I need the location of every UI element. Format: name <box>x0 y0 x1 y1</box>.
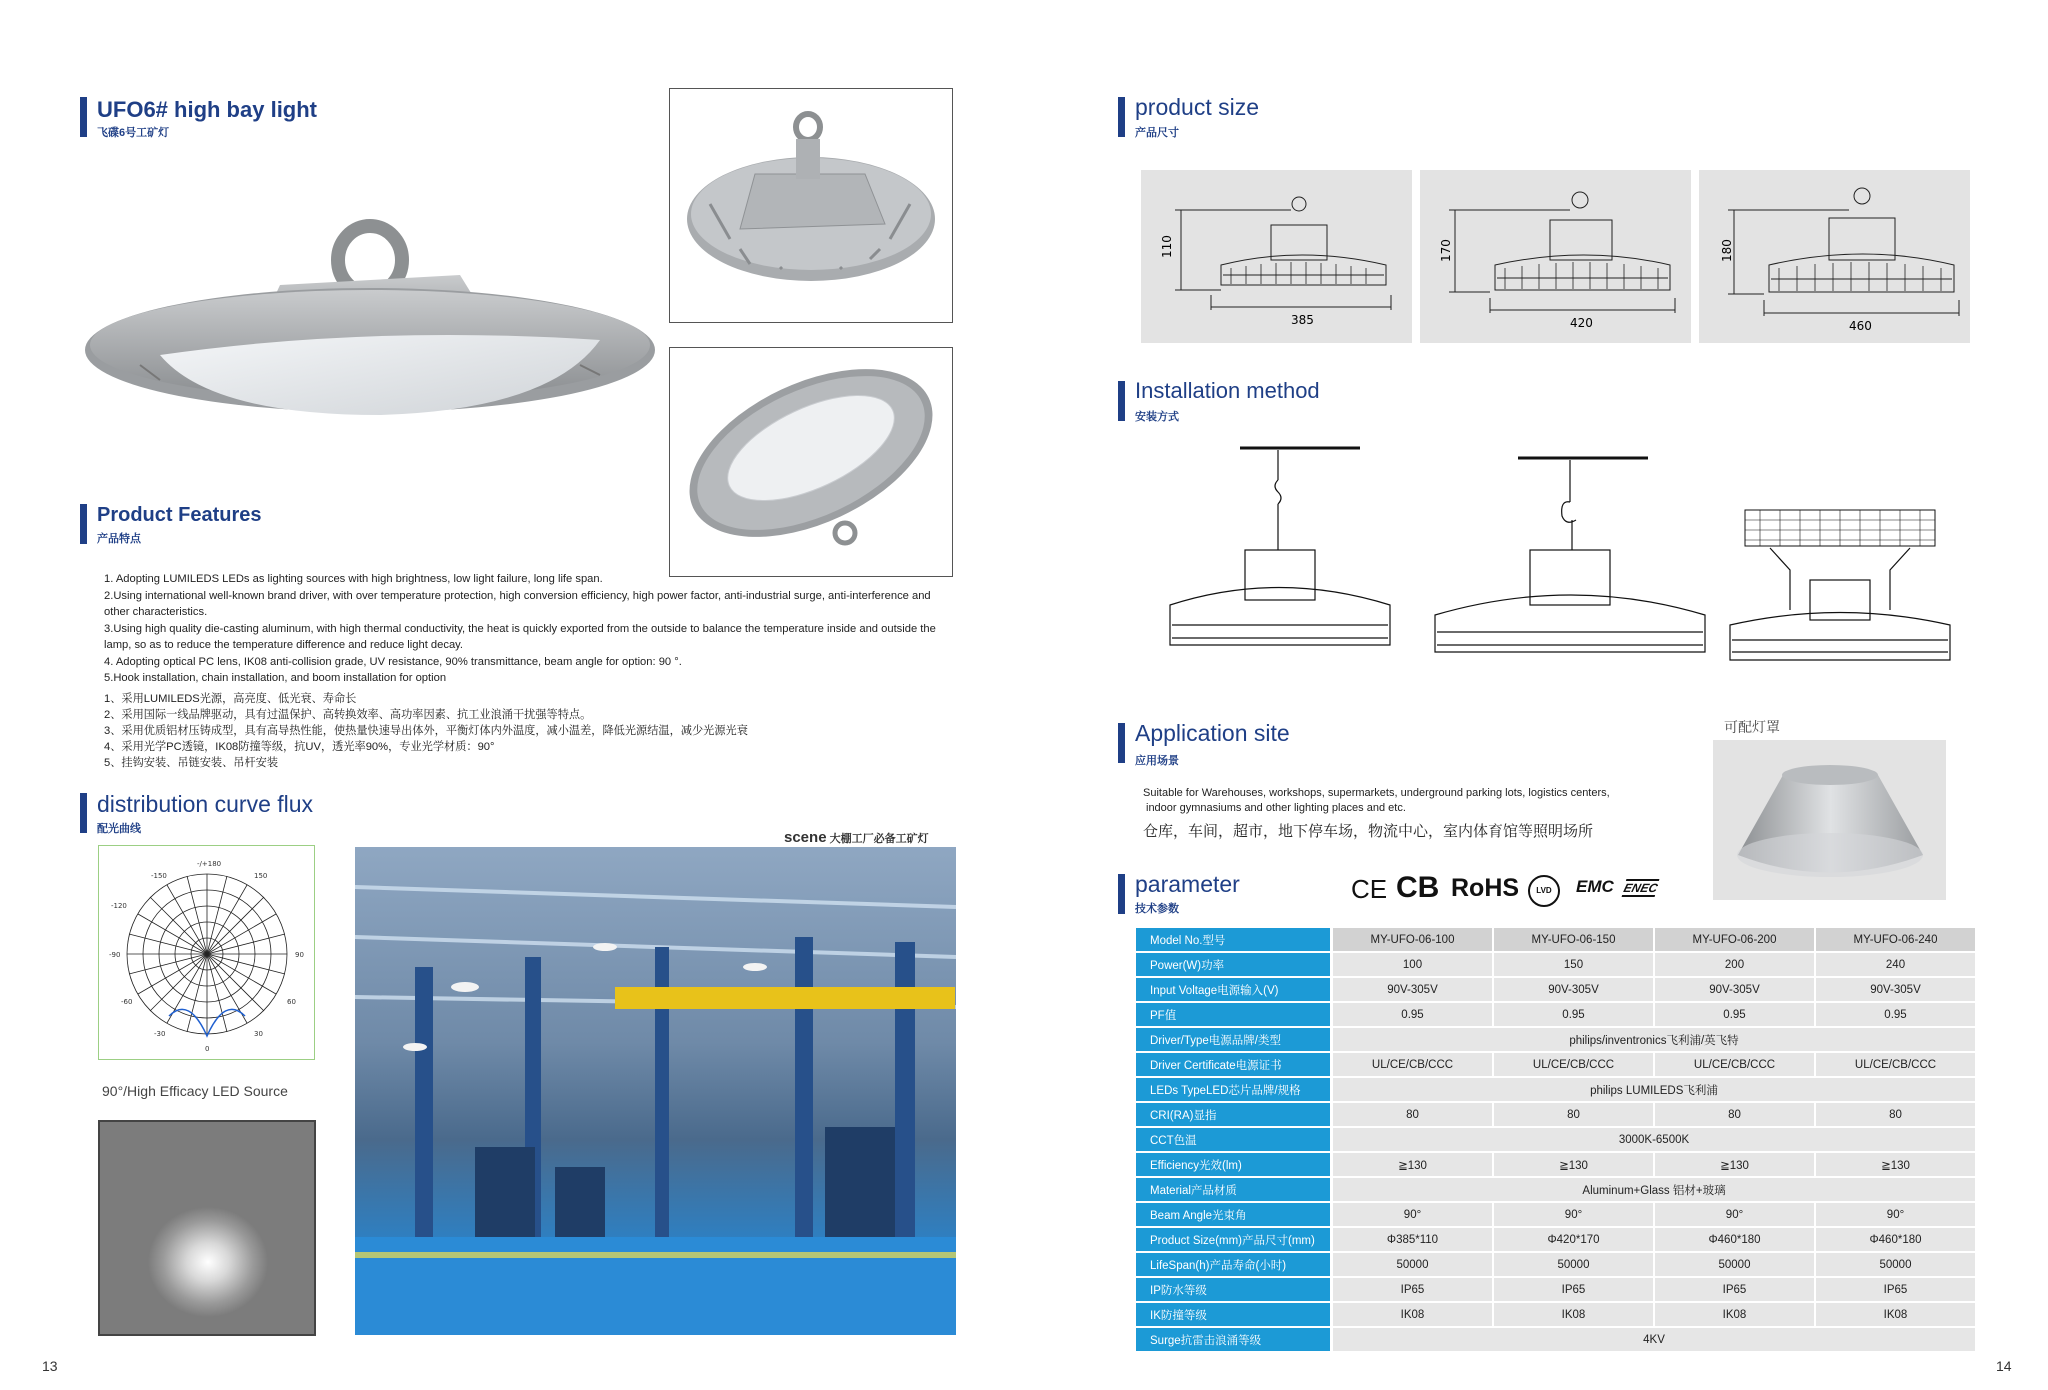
row-span-value: philips LUMILEDS飞利浦 <box>1333 1078 1977 1103</box>
row-label: LifeSpan(h)产品寿命(小时) <box>1136 1253 1333 1278</box>
row-value: IK08 <box>1655 1303 1816 1328</box>
feature-en-line: lamp, so as to reduce the temperature difference and reduce light decay. <box>104 639 464 651</box>
table-row <box>1136 1128 1977 1153</box>
polar-label-r: 90 <box>295 951 304 959</box>
size-1-width: 385 <box>1291 313 1314 327</box>
distribution-accent-bar <box>80 793 87 833</box>
table-row <box>1136 1328 1977 1353</box>
polar-diagram-frame <box>98 845 315 1060</box>
row-label: CRI(RA)显指 <box>1136 1103 1333 1128</box>
installation-diagrams <box>1160 440 1990 675</box>
row-value: 200 <box>1655 953 1816 978</box>
row-value: 0.95 <box>1333 1003 1494 1028</box>
product-title-cn: 飞碟6号工矿灯 <box>97 127 170 139</box>
size-drawing-2 <box>1420 170 1691 343</box>
rohs-mark: RoHS <box>1451 874 1520 902</box>
size-2-height: 170 <box>1439 239 1453 262</box>
feature-en-line: other characteristics. <box>104 606 208 618</box>
row-label: IK防撞等级 <box>1136 1303 1333 1328</box>
row-value: 100 <box>1333 953 1494 978</box>
size-2-width: 420 <box>1570 316 1593 330</box>
factory-scene-photo <box>355 847 956 1335</box>
table-row <box>1136 1053 1977 1078</box>
row-value: IK08 <box>1494 1303 1655 1328</box>
table-row <box>1136 1003 1977 1028</box>
polar-label-br: 30 <box>254 1030 263 1038</box>
table-header-row <box>1136 928 1977 953</box>
row-label: LEDs TypeLED芯片品牌/规格 <box>1136 1078 1333 1103</box>
polar-label-bl: -30 <box>154 1030 166 1038</box>
table-row <box>1136 953 1977 978</box>
row-value: 80 <box>1816 1103 1977 1128</box>
enec-mark: ENEC <box>1622 881 1660 895</box>
lvd-mark: LVD <box>1528 875 1560 907</box>
feature-cn-line: 5、挂钩安装、吊链安装、吊杆安装 <box>104 757 279 769</box>
right-page-number: 14 <box>1996 1358 2012 1374</box>
product-view-top-frame <box>669 88 953 323</box>
scene-label-cn: 大棚工厂必备工矿灯 <box>829 833 929 845</box>
distribution-title: distribution curve flux <box>97 791 314 817</box>
table-row <box>1136 1078 1977 1103</box>
row-label: Power(W)功率 <box>1136 953 1333 978</box>
table-row <box>1136 1028 1977 1053</box>
title-accent-bar <box>80 97 87 137</box>
features-cn-list <box>104 691 748 771</box>
row-value: 90° <box>1333 1203 1494 1228</box>
model-cell: MY-UFO-06-240 <box>1816 928 1977 953</box>
polar-label-ll: -60 <box>121 998 133 1006</box>
row-label: CCT色温 <box>1136 1128 1333 1153</box>
reflector-panel <box>1713 740 1946 900</box>
feature-cn-line: 1、采用LUMILEDS光源，高亮度、低光衰、寿命长 <box>104 693 357 705</box>
factory-scene-illustration <box>355 847 956 1335</box>
row-label: Beam Angle光束角 <box>1136 1203 1333 1228</box>
size-3-height: 180 <box>1720 239 1734 262</box>
application-accent-bar <box>1118 723 1125 763</box>
application-en-line-1: Suitable for Warehouses, workshops, supermarkets, underground parking lots, logistics centers, <box>1143 787 1610 799</box>
row-value: 50000 <box>1494 1253 1655 1278</box>
row-label: Material产品材质 <box>1136 1178 1333 1203</box>
size-accent-bar <box>1118 97 1125 137</box>
row-value: 50000 <box>1655 1253 1816 1278</box>
polar-label-ul: -120 <box>111 902 127 910</box>
table-row <box>1136 1228 1977 1253</box>
row-label: Efficiency光效(lm) <box>1136 1153 1333 1178</box>
led-source-label: 90°/High Efficacy LED Source <box>102 1083 288 1099</box>
size-drawing-3 <box>1699 170 1970 343</box>
row-value: 0.95 <box>1816 1003 1977 1028</box>
row-label: PF值 <box>1136 1003 1333 1028</box>
row-value: IK08 <box>1816 1303 1977 1328</box>
application-title-cn: 应用场景 <box>1135 755 1179 767</box>
reflector-image <box>1713 740 1946 900</box>
features-title-cn: 产品特点 <box>97 533 141 545</box>
row-value: UL/CE/CB/CCC <box>1816 1053 1977 1078</box>
size-panel-1 <box>1141 170 1412 343</box>
feature-cn-line: 3、采用优质铝材压铸成型，具有高导热性能，使热量快速导出体外，平衡灯体内外温度，减小温差，降低光源结温，减少光源光衰 <box>104 725 748 737</box>
polar-label-bottom: 0 <box>205 1045 210 1053</box>
size-title: product size <box>1135 94 1260 120</box>
row-label: Surge抗雷击浪涌等级 <box>1136 1328 1333 1353</box>
row-value: UL/CE/CB/CCC <box>1655 1053 1816 1078</box>
row-value: Φ460*180 <box>1655 1228 1816 1253</box>
install-title-cn: 安装方式 <box>1135 411 1179 423</box>
row-value: IP65 <box>1494 1278 1655 1303</box>
row-value: ≧130 <box>1494 1153 1655 1178</box>
row-span-value: philips/inventronics飞利浦/英飞特 <box>1333 1028 1977 1053</box>
row-value: Φ385*110 <box>1333 1228 1494 1253</box>
scene-label: scene <box>784 829 827 846</box>
row-value: 150 <box>1494 953 1655 978</box>
table-row <box>1136 1303 1977 1328</box>
reflector-label: 可配灯罩 <box>1724 719 1780 735</box>
row-value: 90° <box>1655 1203 1816 1228</box>
row-value: Φ420*170 <box>1494 1228 1655 1253</box>
feature-en-line: 4. Adopting optical PC lens, IK08 anti-collision grade, UV resistance, 90% transmittance, beam angle for option: 90 °. <box>104 655 682 668</box>
row-value: ≧130 <box>1333 1153 1494 1178</box>
row-value: 80 <box>1655 1103 1816 1128</box>
table-header-label: Model No.型号 <box>1136 928 1333 953</box>
feature-cn-line: 4、采用光学PC透镜，IK08防撞等级，抗UV，透光率90%，专业光学材质：90° <box>104 741 495 753</box>
parameter-title: parameter <box>1135 871 1240 897</box>
row-value: 90V-305V <box>1816 978 1977 1003</box>
table-row <box>1136 1253 1977 1278</box>
table-row <box>1136 1203 1977 1228</box>
row-value: 90V-305V <box>1655 978 1816 1003</box>
polar-label-lr: 60 <box>287 998 296 1006</box>
parameter-table-body <box>1136 928 1977 1353</box>
row-value: 90° <box>1816 1203 1977 1228</box>
parameter-accent-bar <box>1118 874 1125 914</box>
parameter-title-cn: 技术参数 <box>1135 903 1179 915</box>
row-value: IP65 <box>1816 1278 1977 1303</box>
table-row <box>1136 1178 1977 1203</box>
size-1-height: 110 <box>1160 235 1174 258</box>
application-title: Application site <box>1135 720 1290 746</box>
row-value: 80 <box>1494 1103 1655 1128</box>
row-span-value: 3000K-6500K <box>1333 1128 1977 1153</box>
row-label: Driver Certificate电源证书 <box>1136 1053 1333 1078</box>
row-label: Driver/Type电源品牌/类型 <box>1136 1028 1333 1053</box>
ce-mark: CE <box>1351 874 1388 904</box>
feature-cn-line: 2、采用国际一线品牌驱动，具有过温保护、高转换效率、高功率因素、抗工业浪涌干扰强等特点。 <box>104 709 592 721</box>
row-span-value: 4KV <box>1333 1328 1977 1353</box>
table-row <box>1136 1103 1977 1128</box>
feature-en-line: 1. Adopting LUMILEDS LEDs as lighting sources with high brightness, low light failure, long life span. <box>104 573 603 585</box>
feature-en-line: 3.Using high quality die-casting aluminum, with high thermal conductivity, the heat is quickly exported from the outside to balance the temperature inside and outside the <box>104 622 936 635</box>
polar-label-tl: -150 <box>151 872 167 880</box>
row-label: Product Size(mm)产品尺寸(mm) <box>1136 1228 1333 1253</box>
row-value: ≧130 <box>1655 1153 1816 1178</box>
product-title: UFO6# high bay light <box>97 97 318 122</box>
row-value: UL/CE/CB/CCC <box>1333 1053 1494 1078</box>
row-value: 0.95 <box>1655 1003 1816 1028</box>
row-value: ≧130 <box>1816 1153 1977 1178</box>
polar-label-l: -90 <box>109 951 121 959</box>
row-value: 90V-305V <box>1333 978 1494 1003</box>
row-label: Input Voltage电源输入(V) <box>1136 978 1333 1003</box>
row-value: 90V-305V <box>1494 978 1655 1003</box>
application-description <box>1143 786 1610 816</box>
table-row <box>1136 1153 1977 1178</box>
led-source-photo <box>98 1120 316 1336</box>
product-view-top-image <box>670 89 952 322</box>
distribution-title-cn: 配光曲线 <box>97 823 141 835</box>
emc-mark: EMC <box>1576 877 1614 896</box>
size-drawing-1 <box>1141 170 1412 343</box>
application-cn: 仓库，车间，超市，地下停车场，物流中心，室内体育馆等照明场所 <box>1143 823 1594 840</box>
application-en-line-2: indoor gymnasiums and other lighting places and etc. <box>1146 802 1406 814</box>
install-accent-bar <box>1118 381 1125 421</box>
product-view-lens-image <box>670 348 952 576</box>
row-value: IP65 <box>1333 1278 1494 1303</box>
feature-en-line: 2.Using international well-known brand driver, with over temperature protection, high conversion efficiency, high power factor, anti-industrial surge, anti-interference and <box>104 589 931 602</box>
row-value: 90° <box>1494 1203 1655 1228</box>
model-cell: MY-UFO-06-200 <box>1655 928 1816 953</box>
features-title: Product Features <box>97 504 262 526</box>
row-value: 50000 <box>1816 1253 1977 1278</box>
scene-caption <box>784 829 929 846</box>
size-title-cn: 产品尺寸 <box>1135 127 1179 139</box>
row-value: Φ460*180 <box>1816 1228 1977 1253</box>
row-value: 240 <box>1816 953 1977 978</box>
install-title: Installation method <box>1135 378 1320 403</box>
row-value: IK08 <box>1333 1303 1494 1328</box>
features-en-list <box>104 571 936 687</box>
size-panel-3 <box>1699 170 1970 343</box>
polar-label-tr: 150 <box>254 872 268 880</box>
product-view-lens-frame <box>669 347 953 577</box>
table-row <box>1136 1278 1977 1303</box>
feature-en-line: 5.Hook installation, chain installation, and boom installation for option <box>104 672 447 684</box>
row-value: UL/CE/CB/CCC <box>1494 1053 1655 1078</box>
polar-label-top: -/+180 <box>197 860 222 868</box>
row-value: 50000 <box>1333 1253 1494 1278</box>
size-3-width: 460 <box>1849 319 1872 333</box>
row-span-value: Aluminum+Glass 铝材+玻璃 <box>1333 1178 1977 1203</box>
main-product-image <box>80 165 660 425</box>
model-cell: MY-UFO-06-150 <box>1494 928 1655 953</box>
table-row <box>1136 978 1977 1003</box>
size-panel-2 <box>1420 170 1691 343</box>
polar-diagram <box>99 846 314 1059</box>
cb-mark: CB <box>1396 871 1440 904</box>
model-cell: MY-UFO-06-100 <box>1333 928 1494 953</box>
features-accent-bar <box>80 504 87 544</box>
row-value: 0.95 <box>1494 1003 1655 1028</box>
parameter-table <box>1136 928 1977 1353</box>
row-value: IP65 <box>1655 1278 1816 1303</box>
row-value: 80 <box>1333 1103 1494 1128</box>
row-label: IP防水等级 <box>1136 1278 1333 1303</box>
left-page-number: 13 <box>42 1358 58 1374</box>
